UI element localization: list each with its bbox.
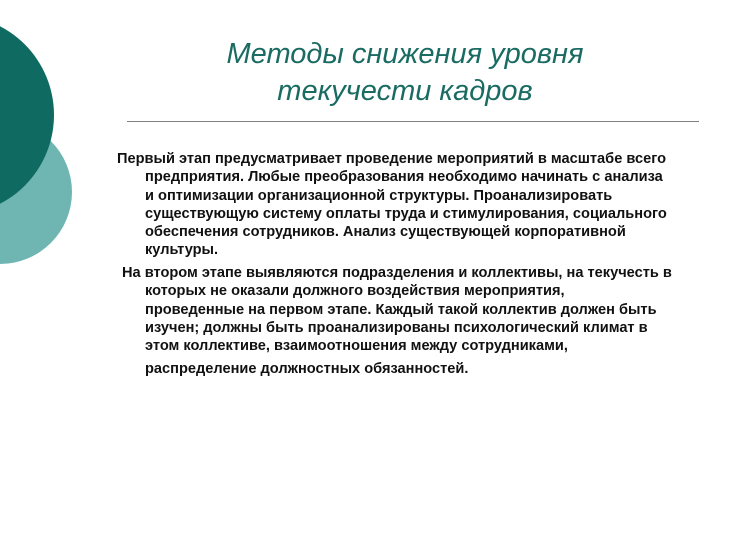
text-line: этом коллективе, взаимоотношения между сотрудниками, (145, 338, 568, 355)
title-divider (127, 121, 699, 122)
text-line: культуры. (145, 242, 219, 259)
slide-title (150, 36, 660, 110)
decorative-circles (0, 0, 110, 320)
title-line: Методы снижения уровня (226, 38, 584, 70)
text-line: На втором этапе выявляются подразделения и коллективы, на текучесть в (122, 265, 672, 281)
paragraph-first-stage (117, 150, 697, 260)
text-line: проведенные на первом этапе. Каждый такой коллектив должен быть (145, 301, 657, 318)
paragraph-second-stage (122, 264, 702, 379)
text-line: и оптимизации организационной структуры. Проанализировать (145, 187, 613, 204)
text-line: обеспечения сотрудников. Анализ существующей корпоративной (145, 224, 626, 241)
text-line: изучен; должны быть проанализированы психологический климат в (145, 319, 648, 336)
text-line: которых не оказали должного воздействия мероприятия, (145, 283, 565, 300)
text-line: предприятия. Любые преобразования необходимо начинать с анализа (145, 169, 663, 186)
title-line: текучести кадров (277, 75, 533, 107)
text-line: распределение должностных обязанностей. (145, 361, 469, 378)
text-line: Первый этап предусматривает проведение мероприятий в масштабе всего (117, 151, 667, 167)
text-line: существующую систему оплаты труда и стимулирования, социального (145, 205, 667, 222)
